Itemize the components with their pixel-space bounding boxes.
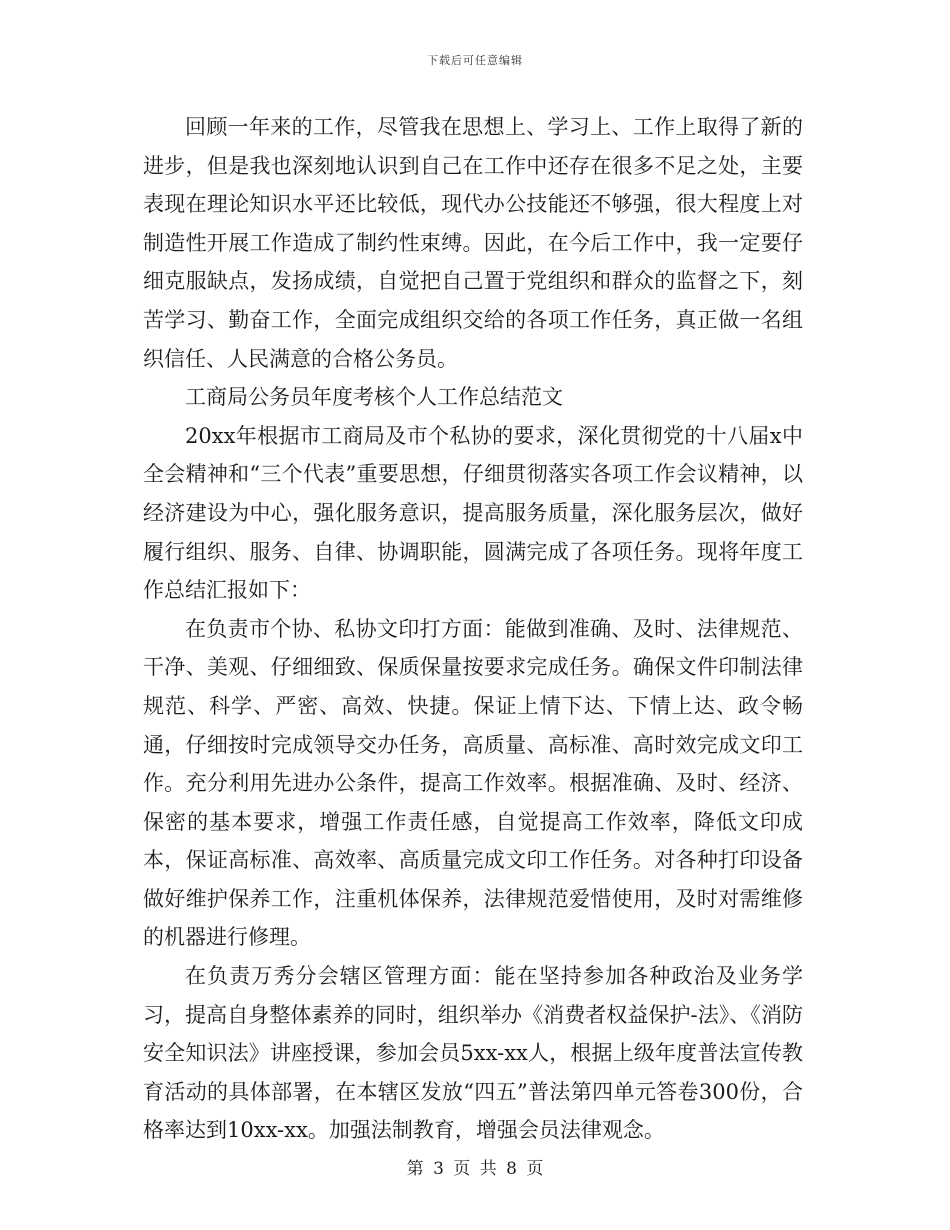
- paragraph-review: 回顾一年来的工作，尽管我在思想上、学习上、工作上取得了新的进步，但是我也深刻地认识到自己在工作中还存在很多不足之处，主要表现在理论知识水平还比较低，现代办公技能还不够强，很大程度上对制造性开展工作造成了制约性束缚。因此，在今后工作中，我一定要仔细克服缺点，发扬成绩，自觉把自己置于党组织和群众的监督之下，刻苦学习、勤奋工作，全面完成组织交给的各项工作任务，真正做一名组织信任、人民满意的合格公务员。: [143, 115, 803, 371]
- header-note: 下载后可任意编辑: [427, 54, 523, 67]
- document-body: [143, 108, 803, 1150]
- section-title: 工商局公务员年度考核个人工作总结范文: [185, 385, 563, 410]
- paragraph-printing: 在负责市个协、私协文印打方面：能做到准确、及时、法律规范、干净、美观、仔细细致、保质保量按要求完成任务。确保文件印制法律规范、科学、严密、高效、快捷。保证上情下达、下情上达、政令畅通，仔细按时完成领导交办任务，高质量、高标准、高时效完成文印工作。充分利用先进办公条件，提高工作效率。根据准确、及时、经济、保密的基本要求，增强工作责任感，自觉提高工作效率，降低文印成本，保证高标准、高效率、高质量完成文印工作任务。对各种打印设备做好维护保养工作，注重机体保养，法律规范爱惜使用，及时对需维修的机器进行修理。: [143, 616, 803, 950]
- paragraph-intro: 20xx年根据市工商局及市个私协的要求，深化贯彻党的十八届x中全会精神和“三个代表”重要思想，仔细贯彻落实各项工作会议精神，以经济建设为中心，强化服务意识，提高服务质量，深化服务层次，做好履行组织、服务、自律、协调职能，圆满完成了各项任务。现将年度工作总结汇报如下：: [143, 423, 803, 603]
- page-number: 第 3 页 共 8 页: [406, 1159, 544, 1179]
- paragraph-district: 在负责万秀分会辖区管理方面：能在坚持参加各种政治及业务学习，提高自身整体素养的同时，组织举办《消费者权益保护-法》、《消防安全知识法》讲座授课，参加会员5xx-xx人，根据上级年度普法宣传教育活动的具体部署，在本辖区发放“四五”普法第四单元答卷300份，合格率达到10xx-xx。加强法制教育，增强会员法律观念。: [143, 964, 803, 1143]
